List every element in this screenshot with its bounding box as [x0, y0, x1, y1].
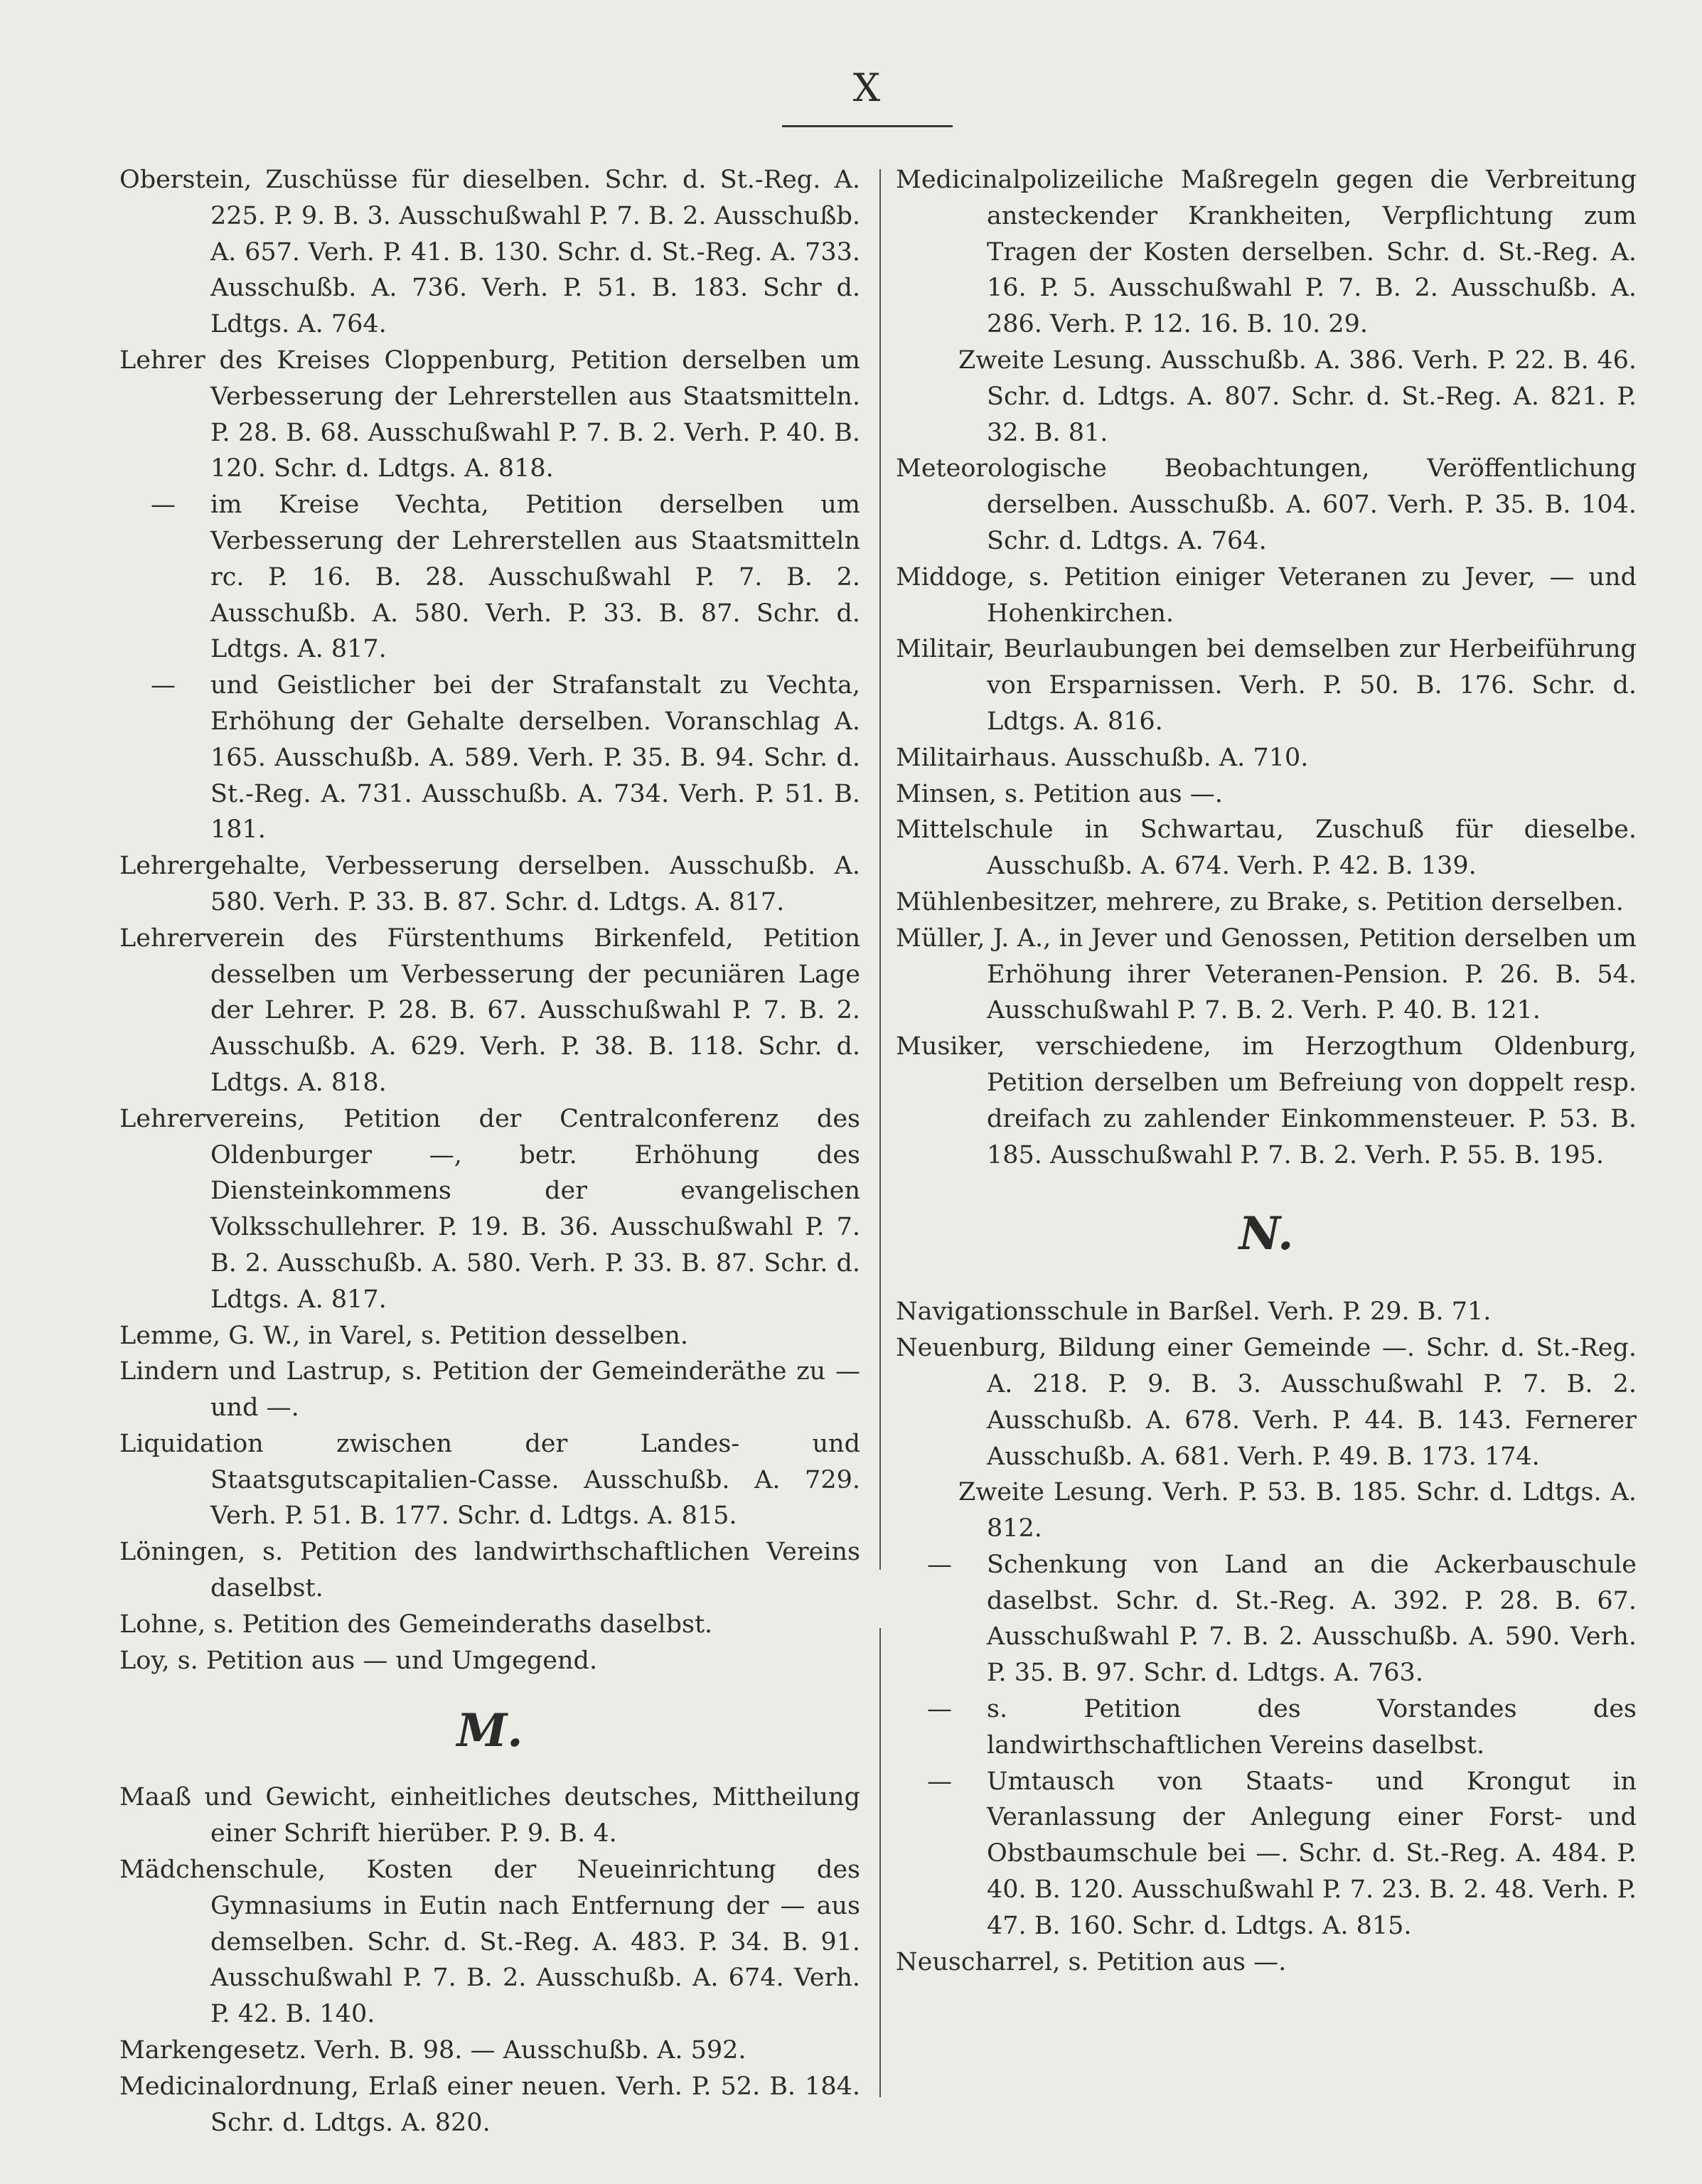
index-entry	[119, 1607, 860, 1643]
section-letter-n: N.	[1238, 1207, 1294, 1261]
entry-text: Mühlenbesitzer, mehrere, zu Brake, s. Petition derselben.	[896, 887, 1624, 916]
index-entry	[119, 2069, 860, 2141]
index-entry	[896, 776, 1637, 813]
entry-text: Minsen, s. Petition aus —.	[896, 779, 1223, 808]
entry-text: Militair, Beurlaubungen bei demselben zur Herbeiführung von Ersparnissen. Verh. P. 50. B. 176. Schr. d. Ldtgs. A. 816.	[896, 635, 1637, 736]
index-entry	[896, 162, 1637, 343]
entry-text: Lemme, G. W., in Varel, s. Petition desselben.	[119, 1321, 689, 1350]
entry-text: Zweite Lesung. Verh. P. 53. B. 185. Schr. d. Ldtgs. A. 812.	[958, 1478, 1637, 1543]
entry-text: Lehrervereins, Petition der Centralconferenz des Oldenburger —, betr. Erhöhung des Diensteinkommens der evangelischen Volksschullehrer. P. 19. B. 36. Ausschußwahl P. 7. B. 2. Ausschußb. A. 580. Verh. P. 33. B. 87. Schr. d. Ldtgs. A. 817.	[119, 1104, 860, 1314]
right-column	[896, 162, 1637, 1980]
right-entries-top	[896, 162, 1637, 1173]
index-entry	[896, 1029, 1637, 1173]
index-entry	[119, 1426, 860, 1534]
index-entry	[119, 1354, 860, 1426]
entry-text: Schenkung von Land an die Ackerbauschule daselbst. Schr. d. St.-Reg. A. 392. P. 28. B. 67. Ausschußwahl P. 7. B. 2. Ausschußb. A. 590. Verh. P. 35. B. 97. Schr. d. Ldtgs. A. 763.	[987, 1550, 1637, 1688]
entry-text: Middoge, s. Petition einiger Veteranen zu Jever, — und Hohenkirchen.	[896, 562, 1637, 628]
index-entry	[119, 1318, 860, 1354]
header-rule	[782, 125, 953, 127]
entry-text: Neuenburg, Bildung einer Gemeinde —. Schr. d. St.-Reg. A. 218. P. 9. B. 3. Ausschußwahl P. 7. B. 2. Ausschußb. A. 678. Verh. P. 44. B. 143. Fernerer Ausschußb. A. 681. Verh. P. 49. B. 173. 174.	[896, 1334, 1637, 1471]
entry-text: im Kreise Vechta, Petition derselben um Verbesserung der Lehrerstellen aus Staatsmitteln rc. P. 16. B. 28. Ausschußwahl P. 7. B. 2. Ausschußb. A. 580. Verh. P. 33. B. 87. Schr. d. Ldtgs. A. 817.	[210, 491, 860, 664]
entry-text: Müller, J. A., in Jever und Genossen, Petition derselben um Erhöhung ihrer Veteranen-Pension. P. 26. B. 54. Ausschußwahl P. 7. B. 2. Verh. P. 40. B. 121.	[896, 924, 1637, 1025]
index-entry	[119, 921, 860, 1101]
entry-dash: —	[151, 491, 176, 520]
entry-dash: —	[927, 1767, 952, 1796]
entry-text: Mädchenschule, Kosten der Neueinrichtung des Gymnasiums in Eutin nach Entfernung der — aus demselben. Schr. d. St.-Reg. A. 483. P. 34. B. 91. Ausschußwahl P. 7. B. 2. Ausschußb. A. 674. Verh. P. 42. B. 140.	[119, 1856, 860, 2029]
index-entry	[119, 487, 860, 668]
entry-text: Löningen, s. Petition des landwirthschaftlichen Vereins daselbst.	[119, 1538, 860, 1603]
index-entry	[896, 1691, 1637, 1764]
entry-dash: —	[927, 1550, 952, 1579]
page-number: X	[852, 65, 882, 110]
entry-text: Loy, s. Petition aus — und Umgegend.	[119, 1646, 598, 1675]
index-entry	[119, 1643, 860, 1679]
index-entry	[896, 1547, 1637, 1691]
index-entry	[896, 1764, 1637, 1944]
entry-text: Mittelschule in Schwartau, Zuschuß für dieselbe. Ausschußb. A. 674. Verh. P. 42. B. 139.	[896, 815, 1637, 881]
index-entry	[896, 343, 1637, 451]
entry-text: Lehrer des Kreises Cloppenburg, Petition derselben um Verbesserung der Lehrerstellen aus Staatsmitteln. P. 28. B. 68. Ausschußwahl P. 7. B. 2. Verh. P. 40. B. 120. Schr. d. Ldtgs. A. 818.	[119, 346, 860, 483]
index-entry	[119, 668, 860, 848]
index-entry	[896, 1294, 1637, 1330]
index-entry	[119, 162, 860, 343]
index-entry	[119, 1852, 860, 2033]
entry-text: Lohne, s. Petition des Gemeinderaths daselbst.	[119, 1610, 713, 1639]
entry-text: Lindern und Lastrup, s. Petition der Gemeinderäthe zu — und —.	[119, 1357, 860, 1423]
entry-text: Neuscharrel, s. Petition aus —.	[896, 1947, 1287, 1976]
index-entry	[119, 343, 860, 487]
left-entries-bottom	[119, 1779, 860, 2141]
entry-text: Zweite Lesung. Ausschußb. A. 386. Verh. P. 22. B. 46. Schr. d. Ldtgs. A. 807. Schr. d. St.-Reg. A. 821. P. 32. B. 81.	[958, 346, 1637, 447]
right-entries-bottom	[896, 1294, 1637, 1980]
index-entry	[896, 921, 1637, 1029]
left-column	[119, 162, 860, 2141]
entry-dash: —	[151, 671, 176, 700]
entry-text: und Geistlicher bei der Strafanstalt zu Vechta, Erhöhung der Gehalte derselben. Voranschlag A. 165. Ausschußb. A. 589. Verh. P. 35. B. 94. Schr. d. St.-Reg. A. 731. Ausschußb. A. 734. Verh. P. 51. B. 181.	[210, 671, 860, 845]
entry-text: Navigationsschule in Barßel. Verh. P. 29. B. 71.	[896, 1297, 1492, 1327]
entry-text: Militairhaus. Ausschußb. A. 710.	[896, 743, 1309, 772]
index-entry	[119, 1534, 860, 1607]
section-letter-m: M.	[456, 1704, 523, 1758]
entry-text: Liquidation zwischen der Landes- und Staatsgutscapitalien-Casse. Ausschußb. A. 729. Verh. P. 51. B. 177. Schr. d. Ldtgs. A. 815.	[119, 1429, 860, 1531]
entry-text: Lehrergehalte, Verbesserung derselben. Ausschußb. A. 580. Verh. P. 33. B. 87. Schr. d. Ldtgs. A. 817.	[119, 852, 860, 916]
entry-text: Medicinalordnung, Erlaß einer neuen. Verh. P. 52. B. 184. Schr. d. Ldtgs. A. 820.	[119, 2072, 860, 2137]
index-entry	[896, 631, 1637, 739]
left-entries-top	[119, 162, 860, 1679]
column-divider-bottom	[879, 1628, 881, 2097]
index-entry	[896, 1944, 1637, 1981]
entry-text: Musiker, verschiedene, im Herzogthum Oldenburg, Petition derselben um Befreiung von doppelt resp. dreifach zu zahlender Einkommensteuer. P. 53. B. 185. Ausschußwahl P. 7. B. 2. Verh. P. 55. B. 195.	[896, 1032, 1637, 1169]
index-entry	[119, 1779, 860, 1852]
entry-text: Maaß und Gewicht, einheitliches deutsches, Mittheilung einer Schrift hierüber. P. 9. B. 4.	[119, 1783, 860, 1848]
index-entry	[896, 560, 1637, 632]
index-entry	[896, 884, 1637, 921]
index-entry	[119, 2033, 860, 2069]
entry-text: Oberstein, Zuschüsse für dieselben. Schr. d. St.-Reg. A. 225. P. 9. B. 3. Ausschußwahl P. 7. B. 2. Ausschußb. A. 657. Verh. P. 41. B. 130. Schr. d. St.-Reg. A. 733. Ausschußb. A. 736. Verh. P. 51. B. 183. Schr d. Ldtgs. A. 764.	[119, 166, 860, 339]
column-divider-top	[879, 169, 881, 1570]
index-entry	[896, 1330, 1637, 1474]
entry-text: Markengesetz. Verh. B. 98. — Ausschußb. A. 592.	[119, 2036, 746, 2065]
index-entry	[896, 1474, 1637, 1547]
entry-text: Umtausch von Staats- und Krongut in Veranlassung der Anlegung einer Forst- und Obstbaumschule bei —. Schr. d. St.-Reg. A. 484. P. 40. B. 120. Ausschußwahl P. 7. 23. B. 2. 48. Verh. P. 47. B. 160. Schr. d. Ldtgs. A. 815.	[987, 1767, 1637, 1940]
index-entry	[119, 848, 860, 921]
index-entry	[896, 740, 1637, 776]
index-entry	[896, 812, 1637, 884]
index-entry	[896, 451, 1637, 559]
index-entry	[119, 1101, 860, 1318]
entry-text: Medicinalpolizeiliche Maßregeln gegen die Verbreitung ansteckender Krankheiten, Verpflichtung zum Tragen der Kosten derselben. Schr. d. St.-Reg. A. 16. P. 5. Ausschußwahl P. 7. B. 2. Ausschußb. A. 286. Verh. P. 12. 16. B. 10. 29.	[896, 166, 1637, 339]
entry-text: s. Petition des Vorstandes des landwirthschaftlichen Vereins daselbst.	[987, 1695, 1637, 1760]
entry-dash: —	[927, 1695, 952, 1724]
entry-text: Lehrerverein des Fürstenthums Birkenfeld, Petition desselben um Verbesserung der pecuniären Lage der Lehrer. P. 28. B. 67. Ausschußwahl P. 7. B. 2. Ausschußb. A. 629. Verh. P. 38. B. 118. Schr. d. Ldtgs. A. 818.	[119, 924, 860, 1097]
entry-text: Meteorologische Beobachtungen, Veröffentlichung derselben. Ausschußb. A. 607. Verh. P. 35. B. 104. Schr. d. Ldtgs. A. 764.	[896, 454, 1637, 555]
